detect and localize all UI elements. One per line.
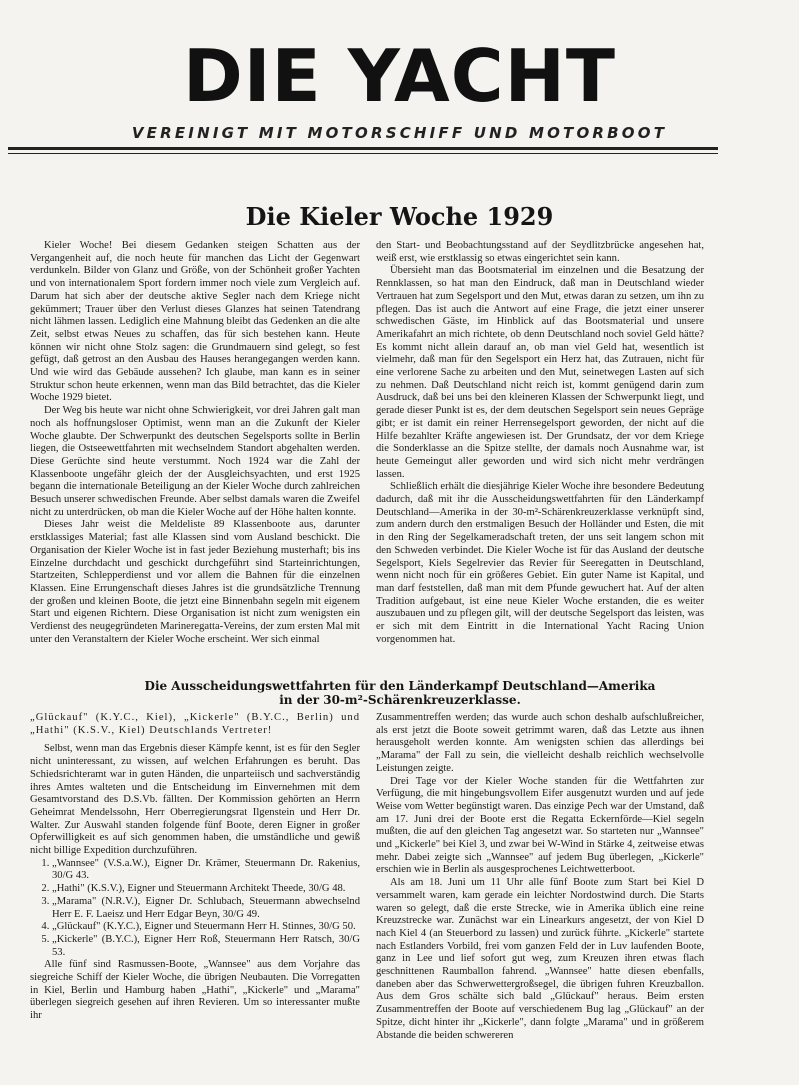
paragraph: Drei Tage vor der Kieler Woche standen für die Wettfahrten zur Verfügung, die mit hingebungsvollem Eifer ausgenutzt wurden und auf jede Weise vom Wetter begünstigt waren. Das einzige Pech war der Umstand, daß am 17. Juni drei der Boote erst die Regatta Eckernförde—Kiel segeln mußten, die auf den gleichen Tag angesetzt war. So starteten nur „Wannsee" und „Kickerle" bei Kiel 3, und zwar bei W-Wind in Stärke 4, zeitweise etwas mehr. Dabei zeigte sich „Wannsee" auf jedem Bug überlegen, „Kickerle" erschien wie in Berlin als ausgesprochenes Leichtwetterboot. [376, 775, 704, 876]
masthead-rule-bottom [8, 153, 718, 154]
section-intro: „Glückauf" (K.Y.C., Kiel), „Kickerle" (B.Y.C., Berlin) und „Hathi" (K.S.V., Kiel) Deutschlands Vertreter! [30, 712, 360, 736]
boat-list [30, 858, 360, 960]
paragraph: Der Weg bis heute war nicht ohne Schwierigkeit, vor drei Jahren galt man noch als hoffnungsloser Optimist, wenn man an die Zukunft der Kieler Woche glaubte. Der Schwerpunkt des deutschen Segelsports sollte in Berlin liegen, die Ostseewettfahrten mit wechselndem Standort abgehalten werden. Diese Gerüchte sind heute verstummt. Noch 1924 war die Zahl der Klassenboote ungefähr gleich der der Ausgleichsyachten, und erst 1925 begann die internationale Beteiligung an der Kieler Woche durch zahlreichen Besuch unserer schwedischen Freunde. Aber selbst damals waren die Zweifel nicht zu unterdrücken, ob man die Kieler Woche auf der Höhe halten konnte. [30, 405, 360, 518]
paragraph: Als am 18. Juni um 11 Uhr alle fünf Boote zum Start bei Kiel D versammelt waren, kam gerade ein leichter Nordostwind durch. Die Starts waren so gelegt, daß die erste Strecke, wie in Amerika üblich eine reine Kreuzstrecke war. Zunächst war ein Linearkurs angesetzt, der von Kiel D nach Kiel 4 (an Steuerbord zu lassen) und zurück führte. „Kickerle" startete nach Estlanders Vorbild, frei vom ganzen Feld der in Luv laufenden Boote, ganz in Lee und lief sofort gut weg, zum Kreuzen ihren etwas flach geschnittenen Raumballon fahrend. „Wannsee" hatte diesen ebenfalls, daneben aber das Schwerwettergroßsegel, die übrigen fuhren Kreuzballon. Aus dem Gros schälte sich bald „Glückauf" heraus. Beim ersten Zusammentreffen der Boote auf verschiedenem Bug lag „Glückauf" an der Spitze, dicht hinter ihr „Kickerle", dann folgte „Marama" und in größerem Abstande die beiden schwereren [376, 877, 704, 1041]
masthead-title: DIE YACHT [183, 34, 616, 118]
paragraph: Übersieht man das Bootsmaterial im einzelnen und die Besatzung der Rennklassen, so hat man den Eindruck, daß man in Deutschland wieder Vertrauen hat zum Segelsport und den Mut, etwas daran zu setzen, um ihn zu pflegen. Das ist auch die Antwort auf eine Frage, die jetzt einer unserer schwedischen Gäste, im Hinblick auf das Bootsmaterial und unsere Amerikafahrt an mich richtete, ob denn Deutschland noch soviel Geld hätte? Es kommt nicht allein darauf an, ob man viel Geld hat, wesentlich ist vielmehr, daß man für den Segelsport ein Herz hat, das Zutrauen, nicht für eine verlorene Sache zu arbeiten und den Mut, seinetwegen Lasten auf sich zu nehmen. Daß Deutschland nicht reich ist, kommt genügend darin zum Ausdruck, daß bei uns bei den kleineren Klassen der Schwerpunkt liegt, und gerade dieser Punkt ist es, der dem deutschen Segelsport sein neues Gepräge gibt; er ist damit ein reiner Herrensegelsport geworden, der nicht auf die Hilfe bezahlter Kräfte angewiesen ist. Der Grundsatz, der vor dem Kriege die Sonderklasse an die Spitze stellte, der damals noch Ausnahme war, ist heute Gemeingut aller geworden und wird sich nicht mehr verdrängen lassen. [376, 265, 704, 480]
list-item: 2. „Hathi" (K.S.V.), Eigner und Steuermann Architekt Theede, 30/G 48. [52, 883, 360, 896]
masthead-subtitle: VEREINIGT MIT MOTORSCHIFF UND MOTORBOOT [131, 124, 668, 142]
paragraph: Schließlich erhält die diesjährige Kieler Woche ihre besondere Bedeutung dadurch, daß mit ihr die Ausscheidungswettfahrten für den Länderkampf Deutschland—Amerika in der 30-m²-Schärenkreuzerklasse verknüpft sind, zum andern durch den erstmaligen Besuch der Holländer und Esten, die mit in den Ring der Segelkameradschaft treten, der uns seit langem schon mit den Schweden verbindet. Die Kieler Woche ist für das Ausland der deutsche Segelsport, Kiels Segelrevier das Revier für Seeregatten in Deutschland, wenn nicht noch für ein größeres Gebiet. Ein guter Name ist Kapital, und man darf feststellen, daß man mit dem Pfunde gewuchert hat. Auf der alten Tradition aufgebaut, ist eine neue Kieler Woche erstanden, die es weiter auszubauen und zu pflegen gilt, will der deutsche Segelsport das leisten, was er sich mit dem Eintritt in die International Yacht Racing Union vorgenommen hat. [376, 481, 704, 645]
section-column-left [30, 712, 360, 1023]
section-heading-line: Die Ausscheidungswettfahrten für den Länderkampf Deutschland—Amerika [144, 679, 656, 693]
list-item: 3. „Marama" (N.R.V.), Eigner Dr. Schlubach, Steuermann abwechselnd Herr E. F. Laeisz und Herr Edgar Beyn, 30/G 49. [52, 896, 360, 921]
paragraph: Alle fünf sind Rasmussen-Boote, „Wannsee" aus dem Vorjahre das siegreiche Schiff der Kieler Woche, die übrigen Neubauten. Die Vorregatten in Kiel, Berlin und Hamburg haben „Hathi", „Kickerle" und „Marama" überlegen siegreich gesehen auf ihren Revieren. Um so interessanter mußte ihr [30, 959, 360, 1022]
section-heading [80, 679, 720, 707]
list-item: 4. „Glückauf" (K.Y.C.), Eigner und Steuermann Herr H. Stinnes, 30/G 50. [52, 921, 360, 934]
article-column-left [30, 240, 360, 647]
paragraph: Dieses Jahr weist die Meldeliste 89 Klassenboote aus, darunter erstklassiges Material; fast alle Klassen sind vom Ausland beschickt. Die Organisation der Kieler Woche ist in fast jeder Beziehung musterhaft; bis ins Einzelne durchdacht und geschickt durchgeführt sind Starteinrichtungen, Startzeiten, Schlepperdienst und vor allem die Bahnen für die einzelnen Klassen. Eine Errungenschaft dieses Jahres ist die grundsätzliche Trennung der großen und kleinen Boote, die jetzt eine Binnenbahn segeln mit eigenem Start und eigenen Richtern. Diese Organisation ist nicht zum wenigsten ein Verdienst des neugegründeten Marineregatta-Vereins, der zum ersten Mal mit unter den Veranstaltern der Kieler Woche erscheint. Wer sich einmal [30, 519, 360, 645]
paragraph: den Start- und Beobachtungsstand auf der Seydlitzbrücke angesehen hat, weiß erst, wie erstklassig so etwas eingerichtet sein kann. [376, 240, 704, 264]
paragraph: Selbst, wenn man das Ergebnis dieser Kämpfe kennt, ist es für den Segler nicht uninteressant, zu wissen, auf welchen Erfahrungen es beruht. Das Schiedsrichteramt war in guten Händen, die unparteiisch und sachverständig ihres Amtes walteten und die Entscheidung im Einvernehmen mit dem Gesamtvorstand des D.S.Vb. fällten. Der Kommission gehörten an Herrn Geheimrat Mendelssohn, Herr Oberregierungsrat Ilgenstein und Herr Dr. Walter. Zur Auswahl standen folgende fünf Boote, deren Eigner in großer Opferwilligkeit es auf sich genommen haben, die umständliche und gewiß nicht billige Expedition durchzuführen. [30, 743, 360, 857]
article-column-right [376, 240, 704, 647]
section-heading-line: in der 30-m²-Schärenkreuzerklasse. [279, 693, 521, 707]
paragraph: Zusammentreffen werden; das wurde auch schon deshalb aufschlußreicher, als erst jetzt die Boote soweit getrimmt waren, daß das Letzte aus ihnen herausgeholt werden konnte. Am wenigsten schien das allerdings bei „Marama" der Fall zu sein, die vielleicht deshalb reichlich wechselvolle Leistungen zeigte. [376, 712, 704, 774]
article-title: Die Kieler Woche 1929 [245, 202, 554, 231]
list-item: 5. „Kickerle" (B.Y.C.), Eigner Herr Roß, Steuermann Herr Ratsch, 30/G 53. [52, 934, 360, 959]
paragraph: Kieler Woche! Bei diesem Gedanken steigen Schatten aus der Vergangenheit auf, die noch heute für manchen das Licht der Gegenwart verdunkeln. Bilder von Glanz und Größe, von der Schönheit großer Yachten und von internationalem Sport fordern immer noch viele zum Vergleich auf. Darum hat sich aber der deutsche aktive Segler nach dem Kriege nicht gekümmert; Trauer über den Verlust dieses Glanzes hat seinen Tatendrang nicht lähmen lassen. Lediglich eine Mahnung bleibt das Gedenken an die alte Zeit, selbst etwas Neues zu schaffen, das für sich bestehen kann. Heute können wir nicht ohne Stolz sagen: die Grundmauern sind gelegt, so fest gefügt, daß getrost an den Ausbau des Hauses herangegangen werden kann. Und wie wird das Gebäude aussehen? Ich glaube, man kann es in seiner Struktur schon heute erkennen, wenn man das Bild betrachtet, das die Kieler Woche 1929 bietet. [30, 240, 360, 404]
section-column-right [376, 712, 704, 1042]
list-item: 1. „Wannsee" (V.S.a.W.), Eigner Dr. Krämer, Steuermann Dr. Rakenius, 30/G 43. [52, 858, 360, 883]
masthead-rule-top [8, 147, 718, 150]
